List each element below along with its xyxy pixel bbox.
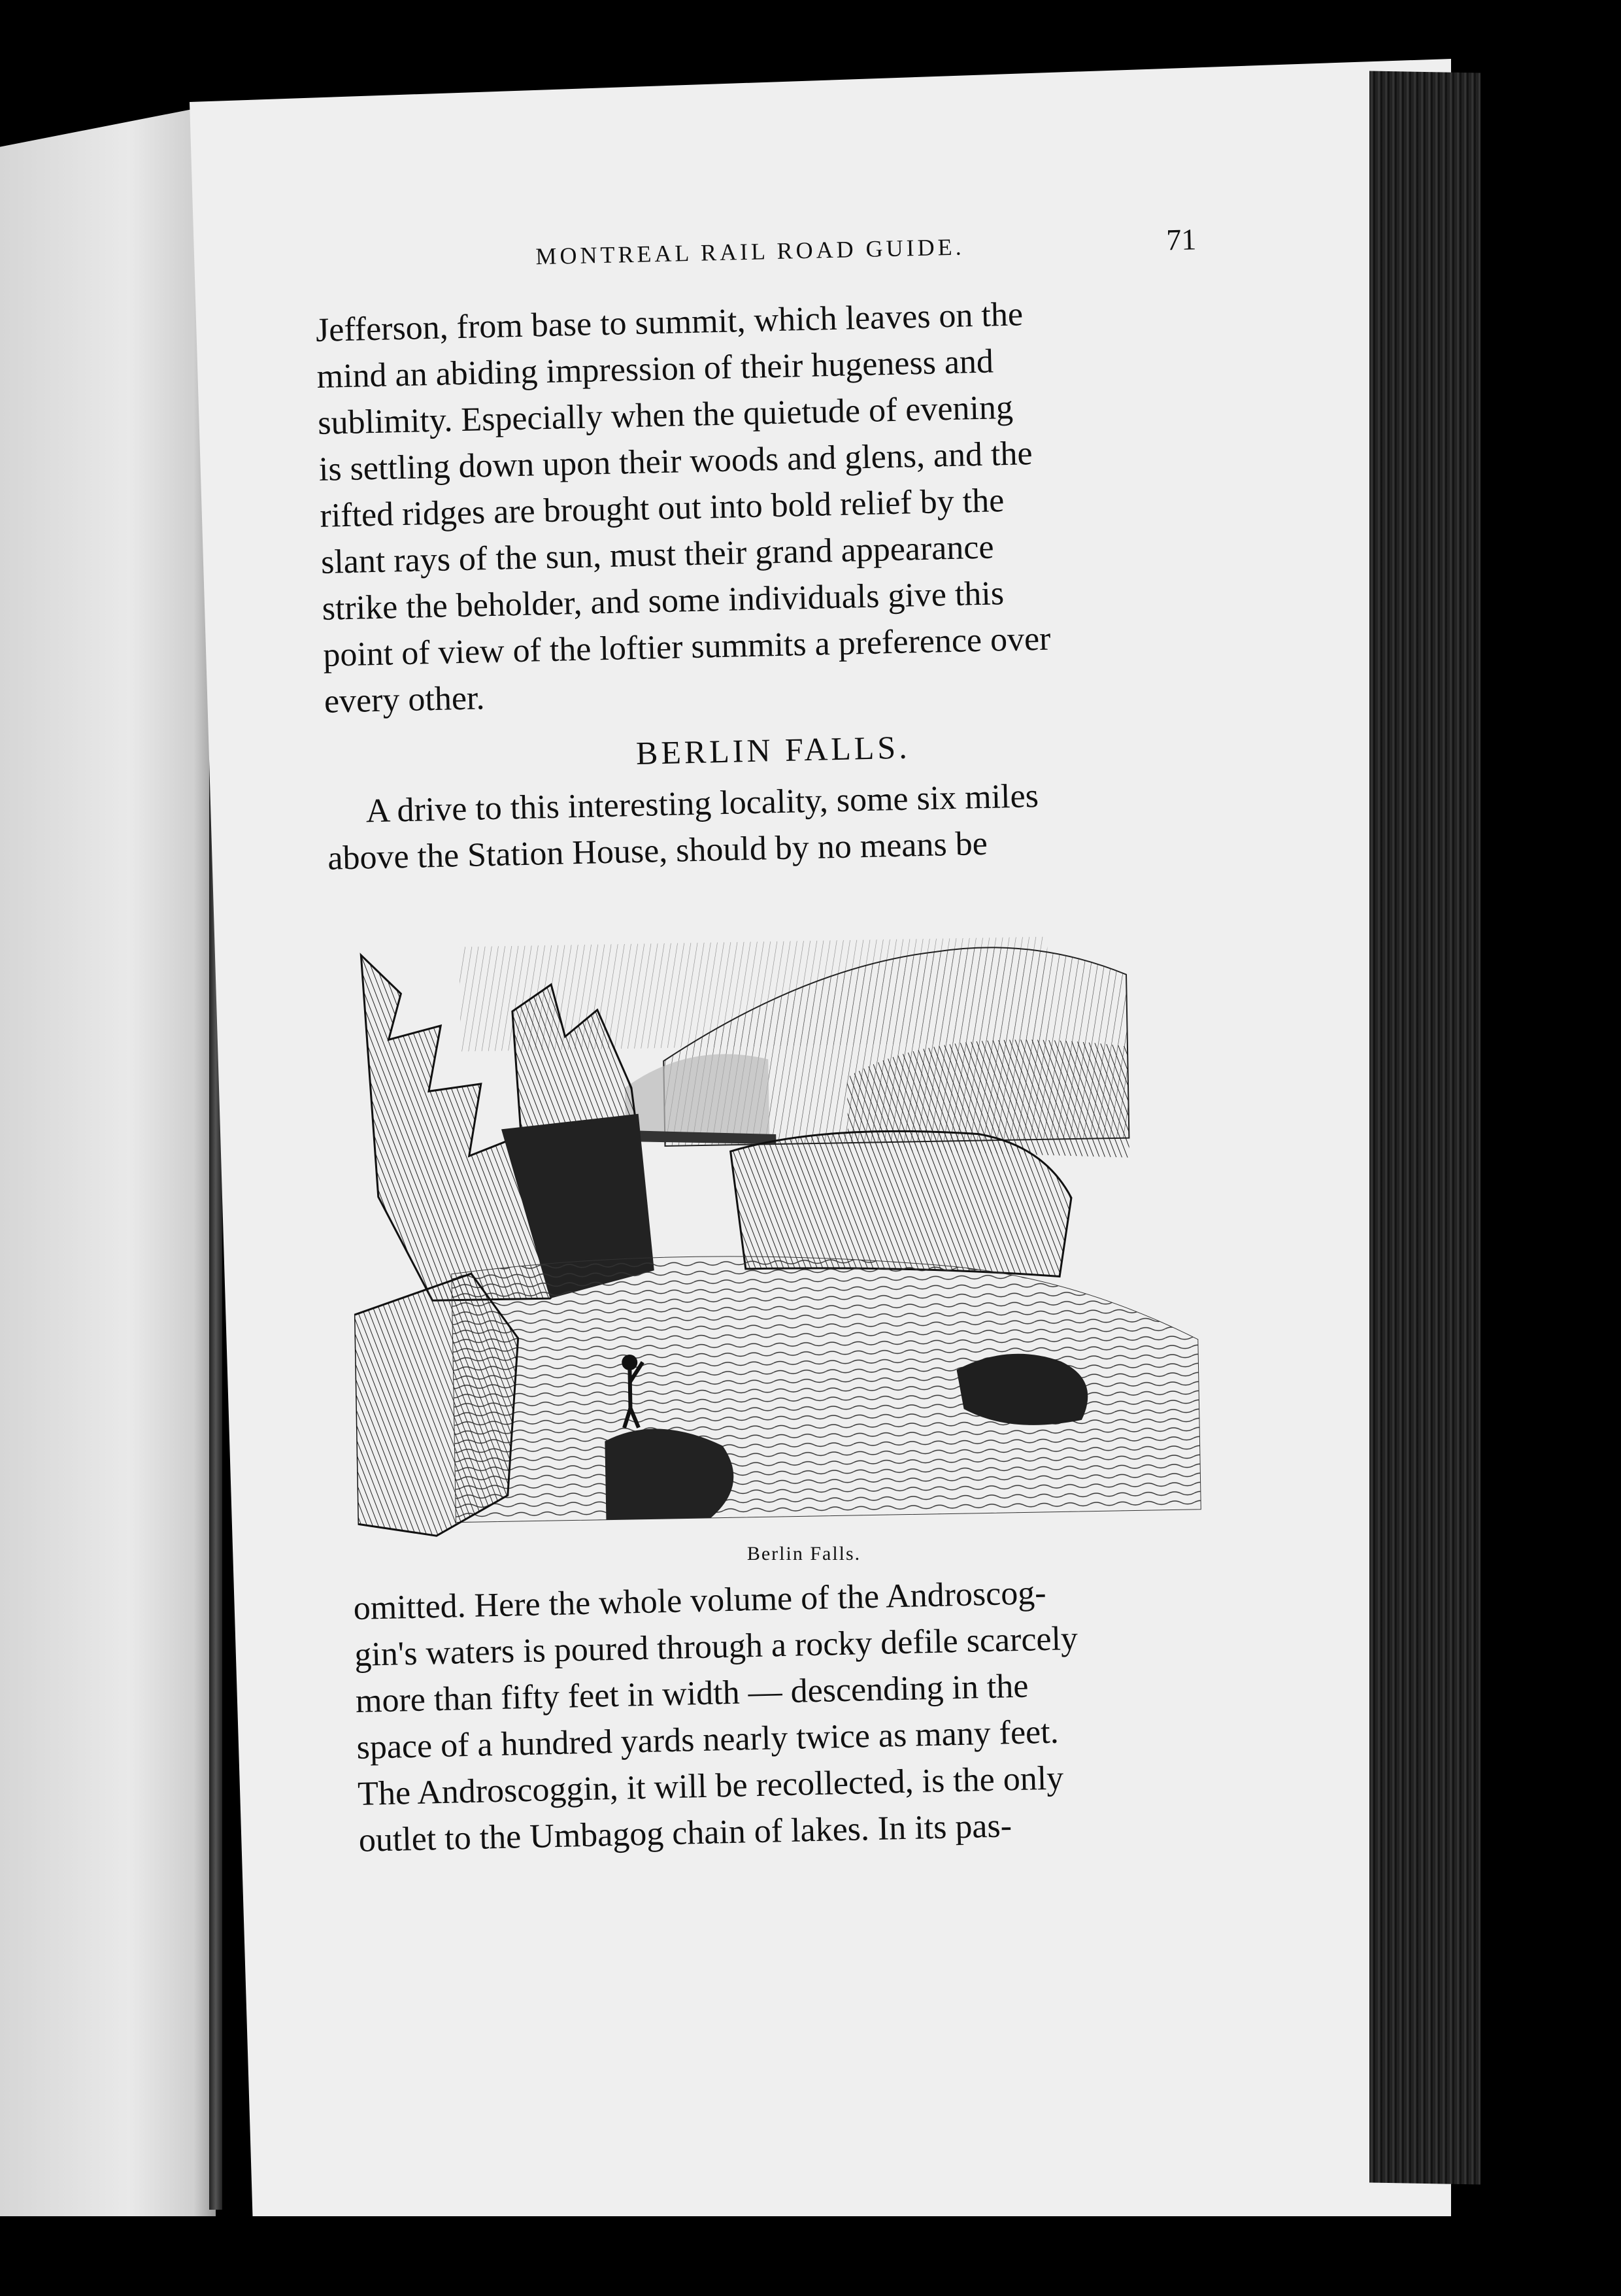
page-edges	[1369, 71, 1480, 2185]
distant-hill	[624, 1053, 769, 1140]
berlin-falls-engraving	[348, 921, 1208, 1557]
paragraph-2: A drive to this interesting locality, some six miles above the Station House, should by no means be	[327, 777, 1039, 877]
page-number: 71	[1165, 222, 1197, 257]
upper-text-block	[314, 222, 1224, 882]
section-heading: BERLIN FALLS.	[635, 728, 911, 772]
left-page	[0, 105, 216, 2216]
falls-water	[452, 1248, 1201, 1523]
boulders-left	[354, 1273, 522, 1537]
paragraph-1: Jefferson, from base to summit, which leaves on the mind an abiding impression of their hugeness and sublimity. Especially when the quietude of evening is settling down upon their woods and glens, and the rifted ridges are brought out into bold relief by the slant rays of the sun, must their grand appearance strike the beholder, and some individuals give this point of view of the loftier summits a preference over every other.	[315, 295, 1051, 720]
paragraph-3: omitted. Here the whole volume of the Androscog- gin's waters is poured through a rocky defile scarcely more than fifty feet in width — descending in the space of a hundred yards nearly twice as many feet. The Androscoggin, it will be recollected, is the only outlet to the Umbagog chain of lakes. In its pas-	[353, 1574, 1078, 1859]
running-title: MONTREAL RAIL ROAD GUIDE.	[535, 233, 965, 270]
illustration-caption: Berlin Falls.	[746, 1543, 861, 1564]
lower-text-block	[353, 1565, 1241, 1864]
